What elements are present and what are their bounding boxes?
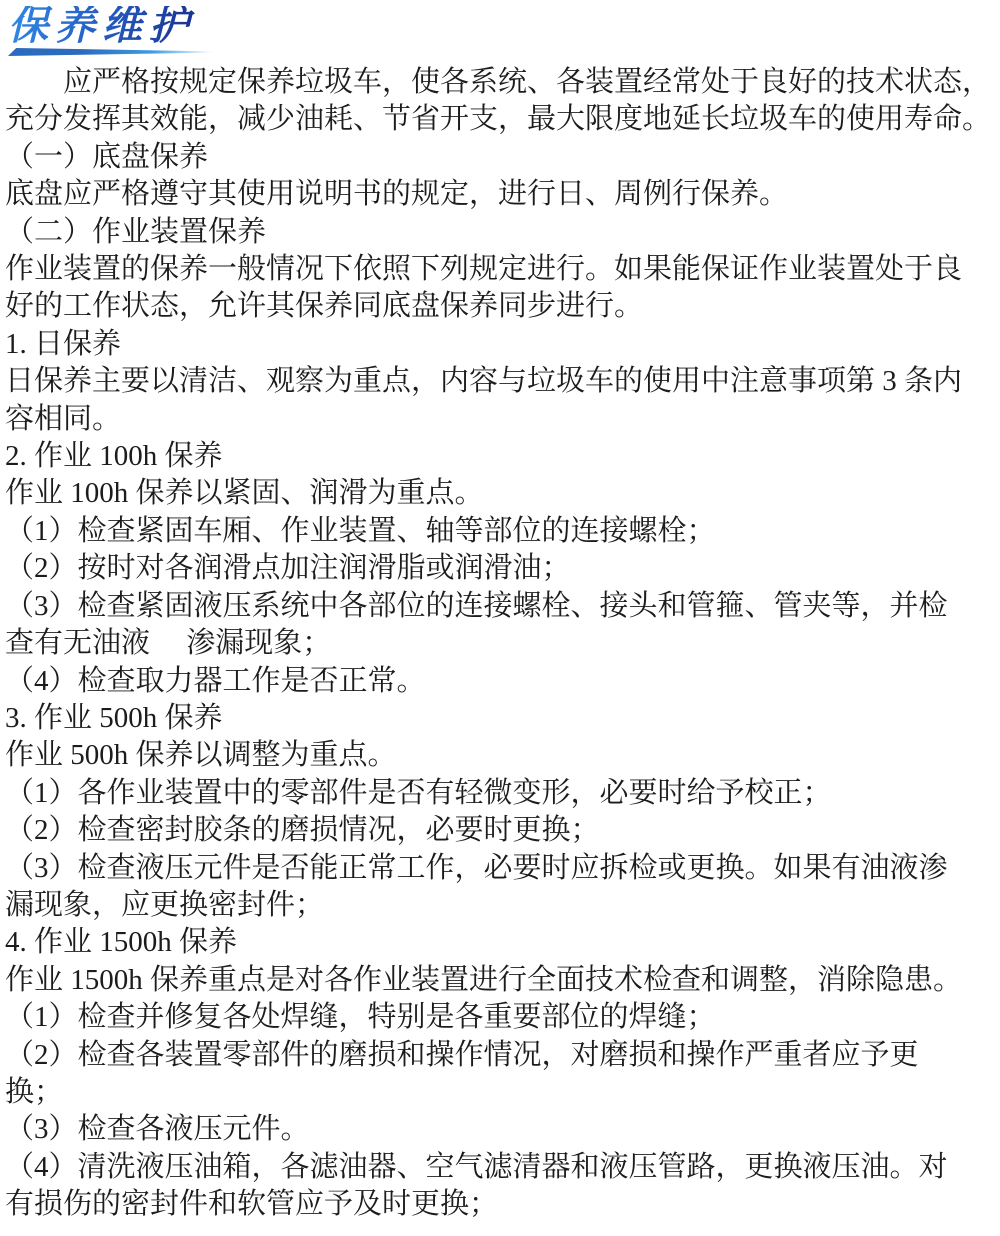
page-title: 保养维护 [8,6,206,46]
text-line: 4. 作业 1500h 保养 [5,926,238,959]
document-header [0,0,1000,56]
text-line: （2）按时对各润滑点加注润滑脂或润滑油； [5,552,571,585]
text-line: 换； [5,1075,64,1108]
text-line: （3）检查各液压元件。 [5,1113,310,1146]
text-line: 3. 作业 500h 保养 [5,701,223,734]
text-line: 作业 100h 保养以紧固、润滑为重点。 [5,477,484,510]
text-line: 有损伤的密封件和软管应予及时更换； [5,1188,499,1221]
text-line: 查有无油液 渗漏现象； [5,627,332,660]
text-line: 充分发挥其效能，减少油耗、节省开支，最大限度地延长垃圾车的使用寿命。 [5,103,992,136]
text-line: 作业 500h 保养以调整为重点。 [5,739,397,772]
text-line: （1）各作业装置中的零部件是否有轻微变形，必要时给予校正； [5,776,832,809]
text-line: （一）底盘保养 [5,140,209,173]
text-line: 漏现象，应更换密封件； [5,888,325,921]
text-line: 作业装置的保养一般情况下依照下列规定进行。如果能保证作业装置处于良 [5,253,963,286]
text-line: 2. 作业 100h 保养 [5,440,223,473]
text-line: 作业 1500h 保养重点是对各作业装置进行全面技术检查和调整，消除隐患。 [5,963,963,996]
text-line: （3）检查液压元件是否能正常工作，必要时应拆检或更换。如果有油液渗 [5,851,948,884]
text-line: 好的工作状态，允许其保养同底盘保养同步进行。 [5,290,644,323]
document-lines [0,64,1000,1224]
text-line: （2）检查各装置零部件的磨损和操作情况，对磨损和操作严重者应予更 [5,1038,919,1071]
text-line: （2）检查密封胶条的磨损情况，必要时更换； [5,814,600,847]
document-body [0,64,1000,1224]
text-line: 容相同。 [5,402,122,435]
text-line: 日保养主要以清洁、观察为重点，内容与垃圾车的使用中注意事项第 3 条内 [5,365,963,398]
text-line: （4）检查取力器工作是否正常。 [5,664,426,697]
text-line: （3）检查紧固液压系统中各部位的连接螺栓、接头和管箍、管夹等，并检 [5,589,948,622]
text-line: 底盘应严格遵守其使用说明书的规定，进行日、周例行保养。 [5,178,789,211]
text-line: （1）检查并修复各处焊缝，特别是各重要部位的焊缝； [5,1001,716,1034]
title-underline [8,48,213,56]
text-line: （4）清洗液压油箱，各滤油器、空气滤清器和液压管路，更换液压油。对 [5,1150,948,1183]
text-line: 1. 日保养 [5,327,122,360]
text-line: （二）作业装置保养 [5,215,267,248]
text-line: （1）检查紧固车厢、作业装置、轴等部位的连接螺栓； [5,514,716,547]
text-line: 应严格按规定保养垃圾车，使各系统、各装置经常处于良好的技术状态， [63,66,992,98]
